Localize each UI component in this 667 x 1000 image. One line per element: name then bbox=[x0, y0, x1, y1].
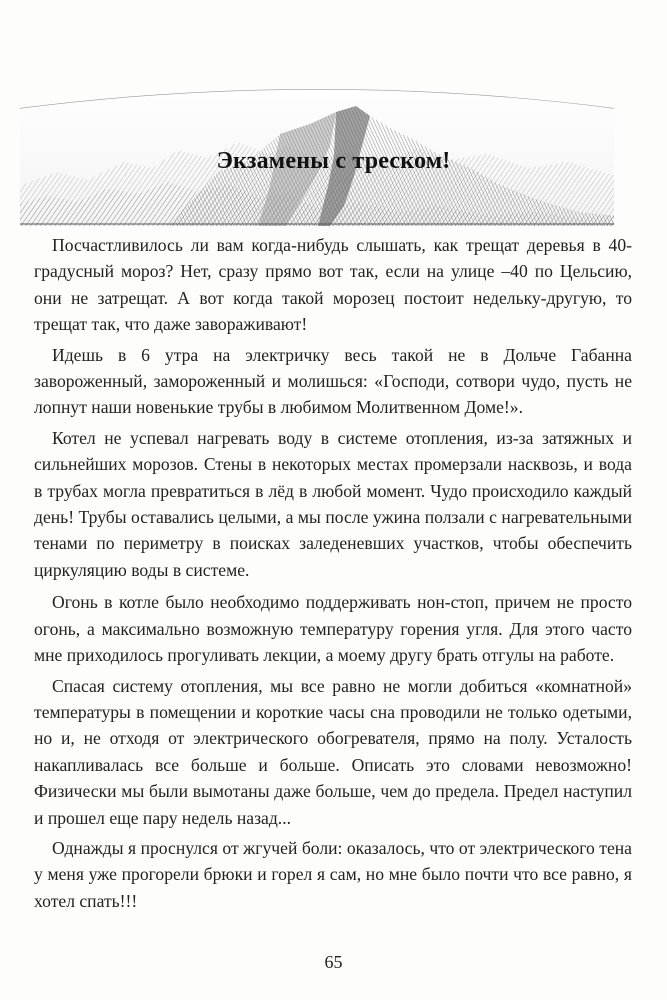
paragraph: Котел не успевал нагревать воду в системе отопления, из-за затяжных и сильнейших морозов. Стены в некоторых местах промерзали насквозь, и вода в трубах могла превратиться в лёд в любой момент. Чудо происходило каждый день! Трубы оставались целыми, а мы после ужина ползали с нагревательными тенами по периметру в поисках заледеневших участков, чтобы обеспечить циркуляцию воды в системе. bbox=[34, 427, 632, 580]
chapter-title: Экзамены с треском! bbox=[216, 148, 451, 174]
paragraph: Огонь в котле было необходимо поддерживать нон-стоп, причем не просто огонь, а максимально возможную температуру горения угля. Для этого часто мне приходилось прогуливать лекции, а моему другу брать отгулы на работе. bbox=[34, 592, 632, 666]
page-number: 65 bbox=[324, 952, 343, 972]
chapter-body bbox=[34, 232, 632, 918]
paragraph: Идешь в 6 утра на электричку весь такой не в Дольче Габанна завороженный, замороженный и молишься: «Господи, сотвори чудо, пусть не лопнут наши новенькие трубы в любимом Молитвенном Доме!». bbox=[34, 344, 632, 418]
paragraph: Однажды я проснулся от жгучей боли: оказалось, что от электрического тена у меня уже прогорели брюки и горел я сам, но мне было почти что все равно, я хотел спать!!! bbox=[34, 837, 632, 911]
paragraph: Спасая систему отопления, мы все равно не могли добиться «комнатной» температуры в помещении и короткие часы сна проводили не только одетыми, но и, не отходя от электрического обогревателя, прямо на полу. Усталость накапливалась все больше и больше. Описать это словами невозможно! Физически мы были вымотаны даже больше, чем до предела. Предел наступил и прошел еще пару недель назад... bbox=[34, 675, 632, 828]
paragraph: Посчастливилось ли вам когда-нибудь слышать, как трещат деревья в 40-градусный мороз? Нет, сразу прямо вот так, если на улице –40 по Цельсию, они не затрещат. А вот когда такой морозец постоит недельку-другую, то трещат так, что даже завораживают! bbox=[34, 235, 632, 335]
